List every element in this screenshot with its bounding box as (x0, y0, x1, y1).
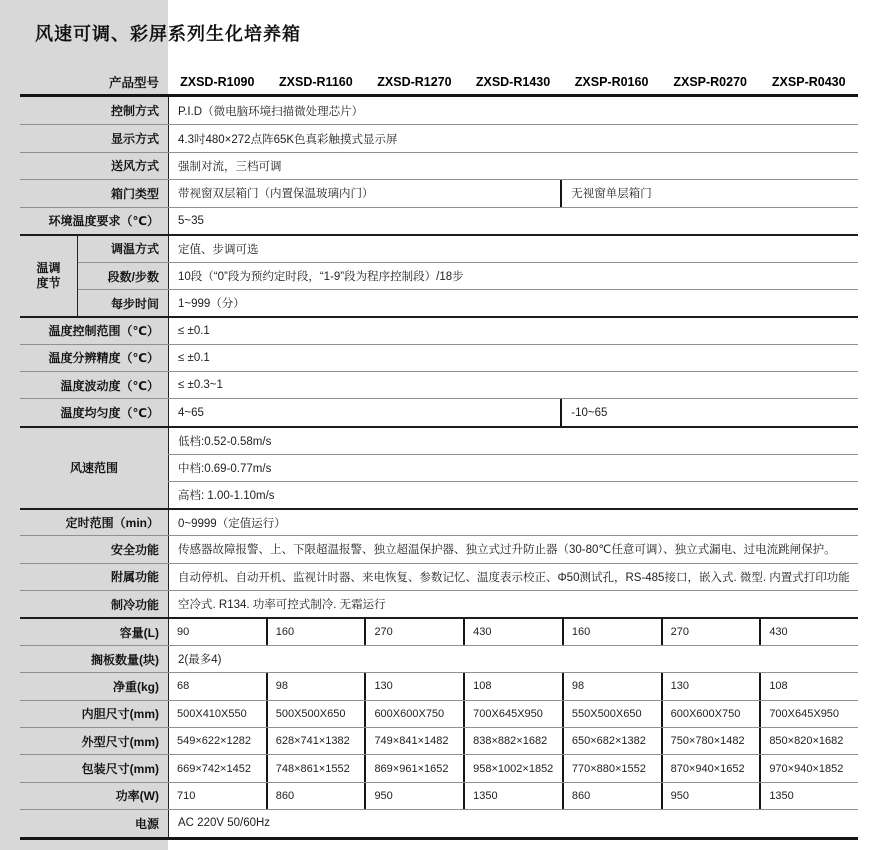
row-label: 定时范围（min） (65, 516, 159, 531)
row-label: 搁板数量(块) (91, 652, 159, 667)
row-label: 净重(kg) (113, 679, 159, 694)
row-label: 功率(W) (115, 789, 159, 804)
row-value: 700X645X950 (759, 701, 858, 727)
group-label-line: 温调 (36, 261, 61, 276)
model-header: ZXSP-R0270 (673, 75, 747, 89)
row-value: ≤ ±0.1 (168, 318, 858, 343)
row-label: 温度分辨精度（℃） (48, 351, 159, 366)
row-value: 空冷式. R134. 功率可控式制冷. 无霜运行 (168, 591, 858, 617)
row-value: 传感器故障报警、上、下限超温报警、独立超温保护器、独立式过升防止器（30-80℃任意可调）、独立式漏电、过电流跳闸保护。 (168, 536, 858, 562)
group-row (20, 234, 858, 316)
group-subrows (168, 428, 858, 508)
group-label: 风速范围 (69, 461, 118, 476)
row-value: P.I.D（微电脑环境扫描微处理芯片） (168, 97, 858, 124)
spec-row (20, 700, 858, 727)
row-value: 高档: 1.00-1.10m/s (168, 482, 858, 508)
row-value: 定值、步调可选 (168, 236, 858, 262)
model-header: ZXSD-R1430 (475, 75, 551, 89)
spec-row (20, 316, 858, 343)
group-subrows (78, 236, 858, 316)
spec-row (20, 645, 858, 672)
spec-row (20, 371, 858, 398)
row-value: 130 (364, 673, 463, 699)
row-value: 108 (759, 673, 858, 699)
row-value: 750×780×1482 (661, 728, 760, 754)
spec-row (20, 152, 858, 179)
row-label: 调温方式 (110, 242, 159, 257)
spec-row (20, 809, 858, 836)
row-value-right: 无视窗单层箱门 (560, 180, 858, 206)
row-label: 箱门类型 (110, 186, 159, 201)
row-value: 710 (168, 783, 266, 809)
row-value: 950 (364, 783, 463, 809)
spec-row (20, 508, 858, 535)
spec-subrow (168, 481, 858, 508)
row-value: 950 (661, 783, 760, 809)
row-label: 温度波动度（℃） (60, 378, 159, 393)
spec-row (20, 563, 858, 590)
row-value: 低档:0.52-0.58m/s (168, 428, 858, 454)
spec-table (20, 70, 858, 840)
row-label: 制冷功能 (110, 597, 159, 612)
row-value: ≤ ±0.3~1 (168, 372, 858, 398)
row-value: 860 (266, 783, 365, 809)
row-value: 5~35 (168, 208, 858, 234)
row-label: 段数/步数 (107, 269, 159, 284)
spec-row (20, 590, 858, 617)
row-value: 2(最多4) (168, 646, 858, 672)
model-header: ZXSP-R0160 (574, 75, 649, 89)
row-value: 10段（“0”段为预约定时段，“1-9”段为程序控制段）/18步 (168, 263, 858, 289)
row-value: 130 (661, 673, 760, 699)
row-value-right: -10~65 (560, 399, 858, 425)
row-label: 附属功能 (110, 570, 159, 585)
row-label: 环境温度要求（℃） (48, 214, 159, 229)
row-value: 860 (562, 783, 661, 809)
row-label: 控制方式 (110, 104, 159, 119)
spec-subrow (78, 289, 858, 316)
model-headers (168, 75, 858, 89)
row-label: 温度均匀度（℃） (60, 406, 159, 420)
row-label: 内胆尺寸(mm) (81, 707, 159, 722)
spec-row (20, 398, 858, 425)
spec-row (20, 727, 858, 754)
spec-row (20, 617, 858, 644)
row-label: 每步时间 (110, 296, 159, 311)
row-label: 显示方式 (110, 132, 159, 147)
row-value: 4.3吋480×272点阵65K色真彩触摸式显示屏 (168, 125, 858, 151)
row-value: 98 (266, 673, 365, 699)
row-value: 0~9999（定值运行） (168, 510, 858, 535)
row-value: ≤ ±0.1 (168, 345, 858, 371)
spec-row (20, 782, 858, 809)
row-value: 1350 (463, 783, 562, 809)
spec-row (20, 124, 858, 151)
row-value: 600X600X750 (364, 701, 463, 727)
row-value: 90 (168, 619, 266, 644)
row-value: 98 (562, 673, 661, 699)
row-label: 包装尺寸(mm) (81, 762, 159, 777)
row-value: 970×940×1852 (759, 755, 858, 781)
row-value: 430 (463, 619, 562, 644)
row-value: 160 (266, 619, 365, 644)
model-header: ZXSP-R0430 (771, 75, 846, 89)
row-value-left: 4~65 (168, 399, 560, 425)
row-value: 430 (759, 619, 858, 644)
row-value: 628×741×1382 (266, 728, 365, 754)
spec-subrow (168, 454, 858, 481)
group-label (20, 236, 78, 316)
row-value: 强制对流，三档可调 (168, 153, 858, 179)
row-value: 600X600X750 (661, 701, 760, 727)
row-value-left: 带视窗双层箱门（内置保温玻璃内门） (168, 180, 560, 206)
spec-row (20, 535, 858, 562)
product-model-label: 产品型号 (108, 76, 159, 90)
group-row (20, 426, 858, 508)
row-value: 870×940×1652 (661, 755, 760, 781)
row-label: 安全功能 (110, 542, 159, 557)
row-value: AC 220V 50/60Hz (168, 810, 858, 836)
row-value: 108 (463, 673, 562, 699)
spec-subrow (78, 262, 858, 289)
row-value: 270 (364, 619, 463, 644)
row-value: 160 (562, 619, 661, 644)
table-header-row (20, 70, 858, 97)
spec-row (20, 179, 858, 206)
row-label: 外型尺寸(mm) (81, 734, 159, 749)
group-label-line: 度节 (36, 276, 61, 291)
row-value: 700X645X950 (463, 701, 562, 727)
spec-row (20, 344, 858, 371)
row-value: 自动停机、自动开机、监视计时器、来电恢复、参数记忆、温度表示校正、Φ50测试孔，RS-485接口，嵌入式. 微型. 内置式打印功能 (168, 564, 858, 590)
row-value: 958×1002×1852 (463, 755, 562, 781)
row-value: 68 (168, 673, 266, 699)
row-value: 中档:0.69-0.77m/s (168, 455, 858, 481)
row-value: 650×682×1382 (562, 728, 661, 754)
row-value: 270 (661, 619, 760, 644)
spec-row (20, 207, 858, 234)
model-header: ZXSD-R1160 (279, 75, 353, 89)
spec-row (20, 754, 858, 781)
row-value: 1~999（分） (168, 290, 858, 316)
row-label: 电源 (134, 816, 159, 831)
row-value: 1350 (759, 783, 858, 809)
row-value: 549×622×1282 (168, 728, 266, 754)
row-value: 550X500X650 (562, 701, 661, 727)
row-label: 温度控制范围（℃） (48, 324, 159, 339)
row-value: 770×880×1552 (562, 755, 661, 781)
spec-subrow (168, 428, 858, 454)
row-value: 500X410X550 (168, 701, 266, 727)
spec-row (20, 97, 858, 124)
row-label: 容量(L) (119, 625, 159, 640)
row-value: 749×841×1482 (364, 728, 463, 754)
row-value: 669×742×1452 (168, 755, 266, 781)
row-value: 850×820×1682 (759, 728, 858, 754)
page-title: 风速可调、彩屏系列生化培养箱 (35, 24, 301, 44)
row-value: 869×961×1652 (364, 755, 463, 781)
spec-row (20, 672, 858, 699)
spec-subrow (78, 236, 858, 262)
model-header: ZXSD-R1090 (180, 75, 255, 89)
row-value: 748×861×1552 (266, 755, 365, 781)
row-value: 500X500X650 (266, 701, 365, 727)
row-value: 838×882×1682 (463, 728, 562, 754)
model-header: ZXSD-R1270 (377, 75, 452, 89)
row-label: 送风方式 (110, 159, 159, 174)
table-rows (20, 97, 858, 840)
